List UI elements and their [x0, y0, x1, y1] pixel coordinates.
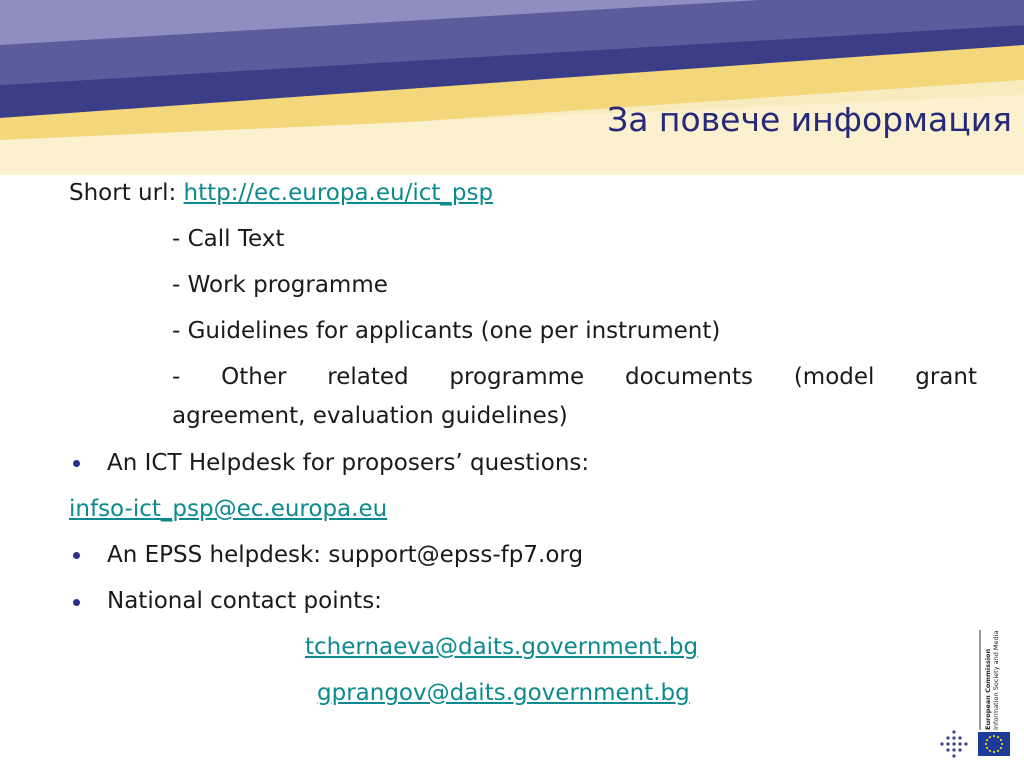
header-decoration [0, 0, 1024, 175]
dots-icon [940, 730, 967, 757]
logo-text-line2: Information Society and Media [992, 630, 1000, 730]
word: related [327, 364, 409, 390]
word: (model [793, 364, 875, 390]
sub-item-call-text: - Call Text [172, 226, 285, 252]
sub-item-work-programme: - Work programme [172, 272, 388, 298]
word: Other [221, 364, 287, 390]
word: programme [449, 364, 585, 390]
eu-flag-icon [978, 732, 1010, 756]
ncp-email-link-1[interactable]: tchernaeva@daits.government.bg [305, 634, 699, 660]
slide-title: За повече информация [607, 100, 1012, 139]
european-commission-logo [940, 630, 1016, 760]
word: - [172, 364, 181, 390]
sub-item-other-docs [172, 364, 977, 390]
word: documents [624, 364, 753, 390]
word: grant [915, 364, 977, 390]
sub-item-guidelines: - Guidelines for applicants (one per instrument) [172, 318, 721, 344]
helpdesk-email-link[interactable]: infso-ict_psp@ec.europa.eu [69, 496, 388, 522]
short-url-label: Short url: [69, 180, 184, 206]
short-url-line [69, 180, 493, 206]
sub-item-other-docs-continuation: agreement, evaluation guidelines) [172, 403, 568, 429]
ncp-bullet-text: National contact points: [107, 588, 382, 614]
epss-bullet-text: An EPSS helpdesk: support@epss-fp7.org [107, 542, 584, 568]
helpdesk-bullet-text: An ICT Helpdesk for proposers’ questions: [107, 450, 590, 476]
bullet-dot [73, 460, 80, 467]
bullet-dot [73, 552, 80, 559]
logo-text-line1: European Commission [984, 648, 992, 730]
ncp-email-link-2[interactable]: gprangov@daits.government.bg [317, 680, 690, 706]
short-url-link[interactable]: http://ec.europa.eu/ict_psp [183, 180, 494, 206]
bullet-dot [73, 599, 80, 606]
